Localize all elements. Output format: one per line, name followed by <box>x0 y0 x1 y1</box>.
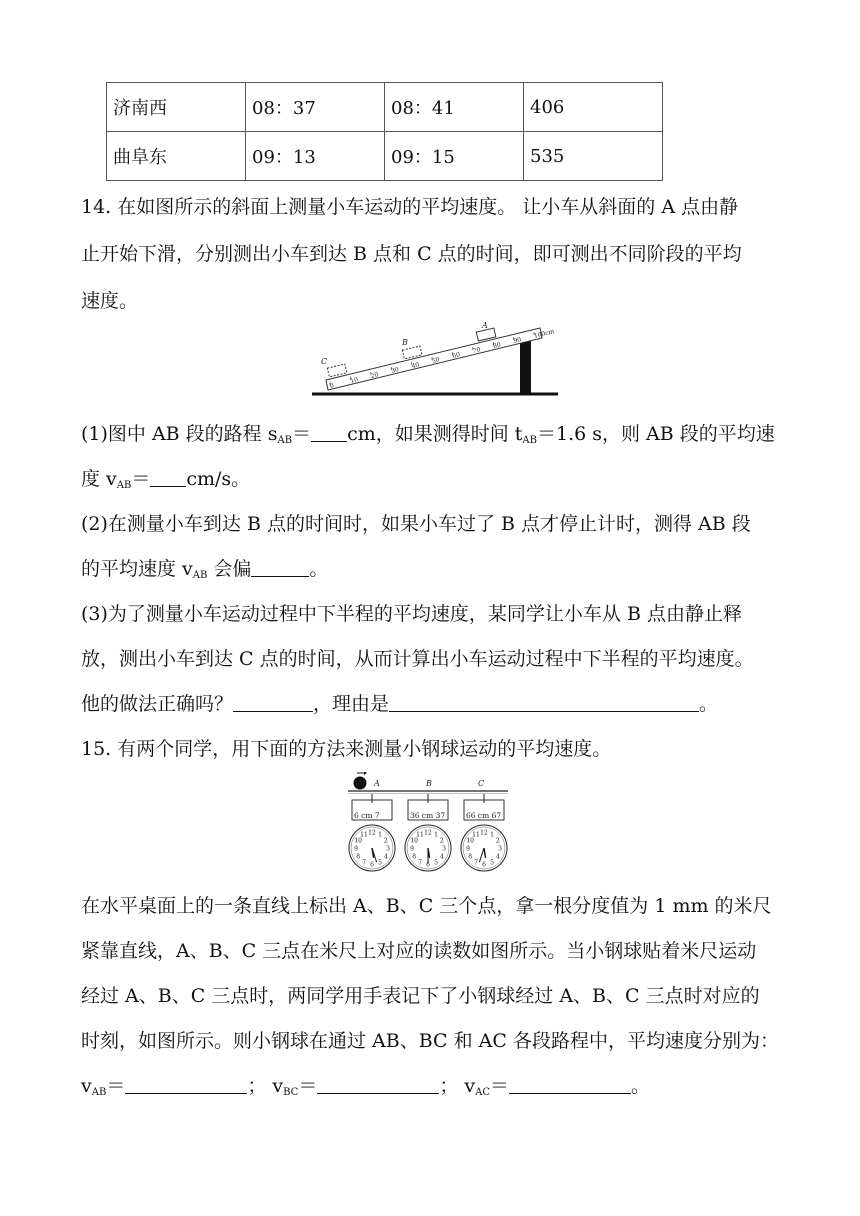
text: v <box>81 1075 92 1097</box>
text: ＝ <box>298 1075 318 1097</box>
clock-number: 10 <box>466 837 474 845</box>
cart-a <box>476 321 496 341</box>
clock-number: 2 <box>495 837 500 845</box>
table-cell: 535 <box>524 132 663 181</box>
subscript: AB <box>277 435 293 446</box>
clock-number: 4 <box>383 853 388 861</box>
text: v <box>272 1075 284 1097</box>
text: ＝ <box>131 468 151 490</box>
point-c-label: C <box>321 357 328 366</box>
text: ，理由是 <box>313 693 390 715</box>
q15-para-line3: 经过 A、B、C 三点时，两同学用手表记下了小钢球经过 A、B、C 三点时对应的 <box>81 985 760 1007</box>
clock-number: 10 <box>410 837 418 845</box>
subscript: AB <box>91 1087 107 1098</box>
q14-line-3: 速度。 <box>81 290 139 312</box>
clock-number: 8 <box>356 853 361 861</box>
clock-number: 9 <box>466 845 470 853</box>
answer-blank-correct[interactable] <box>233 691 313 712</box>
table-row <box>107 83 663 132</box>
subscript: AB <box>192 570 208 581</box>
ruler-tick-label: 20 <box>370 371 380 380</box>
clock-number: 5 <box>434 859 438 867</box>
clock-number: 11 <box>360 831 368 839</box>
clock-number: 3 <box>386 845 390 853</box>
svg-text:66 cm 67: 66 cm 67 <box>466 811 502 820</box>
ruler-tick-label: 90 <box>512 336 522 345</box>
clock-a-icon <box>349 825 395 871</box>
train-schedule-table <box>106 82 663 181</box>
ruler-tick-label: 100cm <box>533 328 555 340</box>
clock-number: 1 <box>378 831 382 839</box>
subscript: AC <box>475 1087 490 1098</box>
clock-number: 9 <box>354 845 358 853</box>
answer-blank-vbc[interactable] <box>317 1073 439 1094</box>
clock-number: 4 <box>439 853 444 861</box>
ruler-reading-c <box>464 794 504 820</box>
cart-b <box>401 338 422 359</box>
steel-ball-icon <box>354 777 367 790</box>
ruler-tick-label: 70 <box>472 346 482 355</box>
clock-number: 7 <box>362 859 366 867</box>
q14-line-1: 14. 在如图所示的斜面上测量小车运动的平均速度。 让小车从斜面的 A 点由静 <box>81 196 739 218</box>
text: 。 <box>699 693 719 715</box>
clock-number: 1 <box>490 831 494 839</box>
answer-blank-bias[interactable] <box>251 556 309 577</box>
point-c-label: C <box>478 779 485 788</box>
q15-answer-line <box>81 1073 650 1106</box>
point-b-label: B <box>402 338 408 347</box>
clock-number: 2 <box>383 837 388 845</box>
text: 。 <box>309 558 329 580</box>
text: 他的做法正确吗？ <box>81 693 234 715</box>
steel-ball-clocks-figure <box>348 772 508 876</box>
clock-number: 6 <box>370 861 374 869</box>
answer-blank-vab[interactable] <box>150 466 186 487</box>
answer-blank-vac[interactable] <box>509 1073 631 1094</box>
q15-para-line4: 时刻，如图所示。则小钢球在通过 AB、BC 和 AC 各段路程中，平均速度分别为： <box>81 1030 779 1052</box>
ruler-tick-label: 80 <box>492 341 502 350</box>
ruler-tick-label: 30 <box>390 366 400 375</box>
text: 的平均速度 v <box>81 558 193 580</box>
text: v <box>464 1075 476 1097</box>
clock-number: 4 <box>495 853 500 861</box>
table-cell: 08：41 <box>385 83 524 132</box>
clock-number: 8 <box>468 853 473 861</box>
answer-blank-sab[interactable] <box>311 421 347 442</box>
table-cell: 09：13 <box>246 132 385 181</box>
q14-part2-line2 <box>81 556 328 589</box>
clock-number: 10 <box>354 837 362 845</box>
ruler-tick-label: 40 <box>410 361 420 370</box>
table-cell: 08：37 <box>246 83 385 132</box>
ruler-reading-b <box>408 794 448 820</box>
text: ； <box>439 1075 459 1097</box>
clock-number: 7 <box>474 859 478 867</box>
subscript: AB <box>116 480 132 491</box>
svg-text:36 cm 37: 36 cm 37 <box>410 811 446 820</box>
clock-number: 12 <box>480 829 488 837</box>
ruler-tick-label: 0 <box>329 382 335 390</box>
clock-number: 12 <box>424 829 432 837</box>
q14-part2-line1: (2)在测量小车到达 B 点的时间时，如果小车过了 B 点才停止计时，测得 AB 段 <box>81 513 751 535</box>
text: 。 <box>631 1075 651 1097</box>
q14-part3-line1: (3)为了测量小车运动过程中下半程的平均速度，某同学让小车从 B 点由静止释 <box>81 603 742 625</box>
point-a-label: A <box>482 321 488 330</box>
clock-number: 11 <box>472 831 480 839</box>
table-cell: 406 <box>524 83 663 132</box>
answer-blank-vab[interactable] <box>125 1073 247 1094</box>
svg-text:6 cm 7: 6 cm 7 <box>354 811 380 820</box>
q15-para-line2: 紧靠直线，A、B、C 三点在米尺上对应的读数如图所示。当小钢球贴着米尺运动 <box>81 940 757 962</box>
answer-blank-reason[interactable] <box>389 691 699 712</box>
clock-number: 6 <box>426 861 430 869</box>
text: ＝ <box>292 423 312 445</box>
table-cell: 曲阜东 <box>107 132 246 181</box>
table-cell: 济南西 <box>107 83 246 132</box>
q15-para-line1: 在水平桌面上的一条直线上标出 A、B、C 三个点，拿一根分度值为 1 mm 的米尺 <box>81 895 772 917</box>
point-a-label: A <box>374 779 380 788</box>
clock-number: 5 <box>490 859 494 867</box>
ruler-tick-label: 60 <box>451 351 461 360</box>
ruler-tick-label: 10 <box>349 376 359 385</box>
text: 度 v <box>81 468 117 490</box>
text: ； <box>247 1075 267 1097</box>
q14-part3-line3 <box>81 691 718 717</box>
text: (1)图中 AB 段的路程 s <box>81 423 278 445</box>
clock-c-icon <box>461 825 507 871</box>
q15-line-1: 15. 有两个同学，用下面的方法来测量小钢球运动的平均速度。 <box>81 738 612 760</box>
incline-ruler-figure <box>312 318 558 398</box>
clock-b-icon <box>405 825 451 871</box>
ruler-tick-label: 50 <box>431 356 441 365</box>
table-row <box>107 132 663 181</box>
clock-number: 12 <box>368 829 376 837</box>
q14-part1-line2 <box>81 466 250 499</box>
text: cm/s。 <box>186 468 251 490</box>
clock-number: 7 <box>418 859 422 867</box>
text: 会偏 <box>207 558 252 580</box>
text: ＝1.6 s，则 AB 段的平均速 <box>536 423 775 445</box>
text: ＝ <box>106 1075 126 1097</box>
table-cell: 09：15 <box>385 132 524 181</box>
subscript: AB <box>522 435 537 446</box>
clock-number: 1 <box>434 831 438 839</box>
clock-number: 11 <box>416 831 424 839</box>
text: ＝ <box>490 1075 510 1097</box>
text: cm，如果测得时间 t <box>347 423 523 445</box>
q14-line-2: 止开始下滑，分别测出小车到达 B 点和 C 点的时间，即可测出不同阶段的平均 <box>81 243 742 265</box>
point-b-label: B <box>426 779 432 788</box>
q14-part1-line1 <box>81 421 775 454</box>
ruler-reading-a <box>352 794 392 820</box>
clock-number: 3 <box>498 845 502 853</box>
cart-c <box>321 357 347 377</box>
clock-number: 6 <box>482 861 486 869</box>
clock-number: 3 <box>442 845 446 853</box>
q14-part3-line2: 放，测出小车到达 C 点的时间，从而计算出小车运动过程中下半程的平均速度。 <box>81 648 754 670</box>
clock-number: 5 <box>378 859 382 867</box>
clock-number: 9 <box>410 845 414 853</box>
clock-number: 8 <box>412 853 417 861</box>
subscript: BC <box>283 1087 299 1098</box>
clock-number: 2 <box>439 837 444 845</box>
